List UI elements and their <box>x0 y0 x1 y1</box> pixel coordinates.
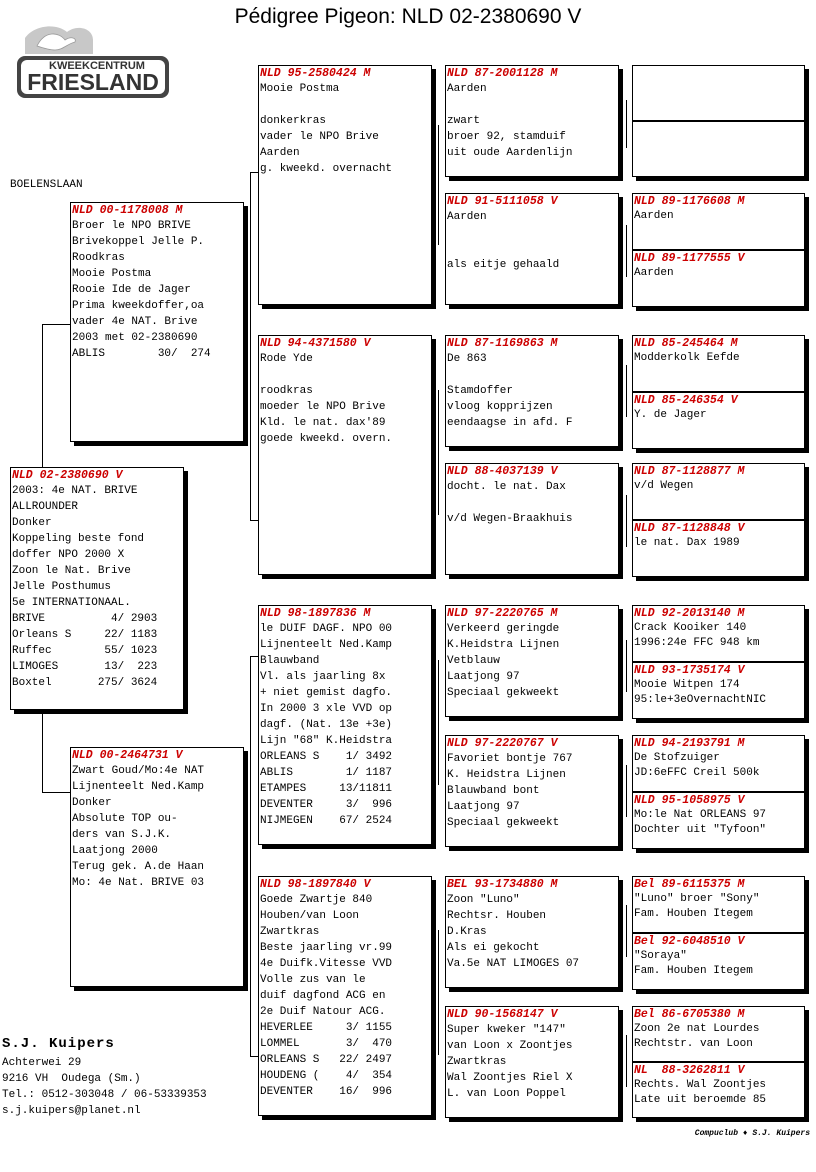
pigeon-info-line: ABLIS 30/ 274 <box>72 348 211 360</box>
page-title: Pédigree Pigeon: NLD 02-2380690 V <box>234 5 582 28</box>
pigeon-info-line: DEVENTER 16/ 996 <box>260 1086 393 1098</box>
pigeon-info-line: Aarden <box>634 267 674 279</box>
pigeon-info-line: Volle zus van le <box>260 974 366 986</box>
pigeon-info-line: Wal Zoontjes Riel X <box>447 1072 573 1084</box>
ring-number: NLD 98-1897840 V <box>260 878 371 891</box>
pigeon-info-line: vloog kopprijzen <box>447 401 553 413</box>
pigeon-info-line: Houben/van Loon <box>260 910 360 922</box>
ring-number: NLD 87-1169863 M <box>447 337 558 350</box>
pigeon-info-line: 4e Duifk.Vitesse VVD <box>260 958 393 970</box>
ring-number: NLD 97-2220767 V <box>447 737 558 750</box>
pigeon-info-line: Fam. Houben Itegem <box>634 965 753 977</box>
pigeon-info-line: als eitje gehaald <box>447 259 560 271</box>
pigeon-info-line: 2e Duif Natour ACG. <box>260 1006 386 1018</box>
pigeon-card-fmfm <box>632 392 805 449</box>
pigeon-card-fmf <box>445 335 619 447</box>
pigeon-info-line: + niet gemist dagfo. <box>260 687 393 699</box>
ring-number <box>634 67 804 81</box>
pigeon-info-line: Zwartkras <box>260 926 320 938</box>
pigeon-info-line: Aarden <box>447 83 487 95</box>
pigeon-card-mmf <box>445 876 619 988</box>
ring-number: NLD 89-1177555 V <box>634 252 745 265</box>
pigeon-info-line: Rechtsr. Houben <box>447 910 547 922</box>
pigeon-info-line: Beste jaarling vr.99 <box>260 942 393 954</box>
pigeon-info-line: LOMMEL 3/ 470 <box>260 1038 393 1050</box>
pigeon-card-mother <box>70 747 244 987</box>
pigeon-info-line: 2003: 4e NAT. BRIVE <box>12 485 138 497</box>
pigeon-card-ff <box>258 65 432 305</box>
pigeon-info-line: Mo:le Nat ORLEANS 97 <box>634 809 767 821</box>
pigeon-card-mf <box>258 605 432 845</box>
pigeon-info-line: Goede Zwartje 840 <box>260 894 373 906</box>
pigeon-info-line: eendaagse in afd. F <box>447 417 573 429</box>
pigeon-card-mfm <box>445 735 619 847</box>
pigeon-info-line: Speciaal gekweekt <box>447 817 560 829</box>
owner-phone: Tel.: 0512-303048 / 06-53339353 <box>2 1089 207 1101</box>
pigeon-info-line: L. van Loon Poppel <box>447 1088 566 1100</box>
pigeon-info-line: HEVERLEE 3/ 1155 <box>260 1022 393 1034</box>
ring-number: NLD 00-1178008 M <box>72 204 183 217</box>
pigeon-info-line: zwart <box>447 115 481 127</box>
kweekcentrum-friesland-logo <box>15 20 171 98</box>
pigeon-info-line <box>447 97 618 113</box>
pigeon-info-line: Favoriet bontje 767 <box>447 753 573 765</box>
pigeon-info-line: ORLEANS S 1/ 3492 <box>260 751 393 763</box>
pigeon-info-line <box>447 225 618 241</box>
pigeon-info-line: 1996:24e FFC 948 km <box>634 637 760 649</box>
pigeon-info-line: BRIVE 4/ 2903 <box>12 613 158 625</box>
footer-credit: Compuclub ♦ S.J. Kuipers <box>694 1129 810 1138</box>
pigeon-card-fff <box>445 65 619 177</box>
ring-number: NLD 92-2013140 M <box>634 607 745 620</box>
pigeon-card-mfmf <box>632 735 805 792</box>
pigeon-info-line: Late uit beroemde 85 <box>634 1094 767 1106</box>
pigeon-info-line: D.Kras <box>447 926 487 938</box>
pigeon-info-line: Rooie Ide de Jager <box>72 284 191 296</box>
ring-number: NLD 00-2464731 V <box>72 749 183 762</box>
pigeon-card-father <box>70 202 244 442</box>
pigeon-info-line: v/d Wegen-Braakhuis <box>447 513 573 525</box>
pigeon-info-line: Blauwband <box>260 655 320 667</box>
pigeon-info-line: Dochter uit "Tyfoon" <box>634 824 767 836</box>
pigeon-info-line: Donker <box>12 517 52 529</box>
pigeon-info-line: Y. de Jager <box>634 409 707 421</box>
pigeon-info-line: ORLEANS S 22/ 2497 <box>260 1054 393 1066</box>
pigeon-info-line: NIJMEGEN 67/ 2524 <box>260 815 393 827</box>
pigeon-info-line: Fam. Houben Itegem <box>634 908 753 920</box>
pigeon-info-line: Aarden <box>634 210 674 222</box>
pigeon-info-line: le DUIF DAGF. NPO 00 <box>260 623 393 635</box>
pigeon-info-line: "Soraya" <box>634 950 687 962</box>
pigeon-card-mmm <box>445 1006 619 1118</box>
pigeon-info-line: Lijnenteelt Ned.Kamp <box>260 639 393 651</box>
pigeon-info-line <box>447 367 618 383</box>
ring-number: NLD 98-1897836 M <box>260 607 371 620</box>
pigeon-info-line: Laatjong 97 <box>447 671 520 683</box>
pigeon-info-line: Lijnenteelt Ned.Kamp <box>72 781 205 793</box>
pigeon-info-line: JD:6eFFC Creil 500k <box>634 767 760 779</box>
pigeon-info-line: ders van S.J.K. <box>72 829 172 841</box>
pigeon-card-main <box>10 467 184 710</box>
pigeon-info-line: Aarden <box>260 147 300 159</box>
pigeon-info-line: Modderkolk Eefde <box>634 352 740 364</box>
pigeon-info-line: Super kweker "147" <box>447 1024 566 1036</box>
pigeon-card-mffm <box>632 662 805 719</box>
pigeon-info-line: van Loon x Zoontjes <box>447 1040 573 1052</box>
pigeon-card-fmmf <box>632 463 805 520</box>
pigeon-info-line: Blauwband bont <box>447 785 540 797</box>
ring-number: NLD 89-1176608 M <box>634 195 745 208</box>
pigeon-info-line: Vl. als jaarling 8x <box>260 671 386 683</box>
ring-number: NLD 02-2380690 V <box>12 469 123 482</box>
pigeon-info-line: roodkras <box>260 385 313 397</box>
ring-number: NLD 87-1128877 M <box>634 465 745 478</box>
pigeon-info-line: "Luno" broer "Sony" <box>634 893 760 905</box>
ring-number: NLD 94-4371580 V <box>260 337 371 350</box>
pigeon-info-line: Mo: 4e Nat. BRIVE 03 <box>72 877 205 889</box>
pigeon-info-line <box>447 495 618 511</box>
pigeon-info-line: LIMOGES 13/ 223 <box>12 661 158 673</box>
owner-name: S.J. Kuipers <box>2 1036 115 1052</box>
pigeon-info-line: Brivekoppel Jelle P. <box>72 236 205 248</box>
ring-number: NLD 91-5111058 V <box>447 195 558 208</box>
pigeon-info-line <box>260 367 431 383</box>
ring-number: Bel 89-6115375 M <box>634 878 745 891</box>
ring-number <box>634 123 804 137</box>
pigeon-info-line: Zoon le Nat. Brive <box>12 565 131 577</box>
pigeon-card-mmmf <box>632 1006 805 1062</box>
pigeon-info-line <box>260 97 431 113</box>
pigeon-info-line: Rode Yde <box>260 353 313 365</box>
loft-name: BOELENSLAAN <box>10 179 83 191</box>
pigeon-info-line: De 863 <box>447 353 487 365</box>
pigeon-info-line: goede kweekd. overn. <box>260 433 393 445</box>
pigeon-info-line: le nat. Dax 1989 <box>634 537 740 549</box>
owner-email: s.j.kuipers@planet.nl <box>2 1105 141 1117</box>
ring-number: NLD 88-4037139 V <box>447 465 558 478</box>
pigeon-card-fmff <box>632 335 805 392</box>
pigeon-info-line: Roodkras <box>72 252 125 264</box>
pigeon-info-line: Verkeerd geringde <box>447 623 560 635</box>
pigeon-info-line: K.Heidstra Lijnen <box>447 639 560 651</box>
pigeon-info-line: ABLIS 1/ 1187 <box>260 767 393 779</box>
pigeon-info-line: Va.5e NAT LIMOGES 07 <box>447 958 580 970</box>
pigeon-info-line: Aarden <box>447 211 487 223</box>
pigeon-info-line: Rechtstr. van Loon <box>634 1038 753 1050</box>
pigeon-info-line: Koppeling beste fond <box>12 533 145 545</box>
pigeon-info-line: v/d Wegen <box>634 480 694 492</box>
ring-number: BEL 93-1734880 M <box>447 878 558 891</box>
pigeon-info-line: De Stofzuiger <box>634 752 720 764</box>
pigeon-info-line: g. kweekd. overnacht <box>260 163 393 175</box>
owner-address: Achterwei 29 <box>2 1057 82 1069</box>
pigeon-info-line <box>447 241 618 257</box>
svg-text:KWEEKCENTRUM: KWEEKCENTRUM <box>49 60 145 72</box>
pigeon-info-line: 95:le+3eOvernachtNIC <box>634 694 767 706</box>
pigeon-info-line: Lijn "68" K.Heidstra <box>260 735 393 747</box>
pigeon-info-line: Als ei gekocht <box>447 942 540 954</box>
pigeon-card-mm <box>258 876 432 1116</box>
pigeon-info-line: Laatjong 2000 <box>72 845 158 857</box>
ring-number: Bel 92-6048510 V <box>634 935 745 948</box>
ring-number: NLD 85-245464 M <box>634 337 738 350</box>
pigeon-info-line: Mooie Witpen 174 <box>634 679 740 691</box>
pigeon-info-line: K. Heidstra Lijnen <box>447 769 566 781</box>
pigeon-info-line: Vetblauw <box>447 655 500 667</box>
pigeon-card-mff <box>445 605 619 717</box>
ring-number: NL 88-3262811 V <box>634 1064 745 1077</box>
pigeon-card-mmmm <box>632 1062 805 1118</box>
pigeon-info-line: Jelle Posthumus <box>12 581 112 593</box>
pigeon-info-line: HOUDENG ( 4/ 354 <box>260 1070 393 1082</box>
pigeon-info-line: Broer le NPO BRIVE <box>72 220 191 232</box>
pigeon-info-line: In 2000 3 xle VVD op <box>260 703 393 715</box>
pigeon-card-mfmm <box>632 792 805 849</box>
pigeon-info-line: docht. le nat. Dax <box>447 481 566 493</box>
pigeon-card-mmff <box>632 876 805 933</box>
pigeon-card-ffff <box>632 65 805 121</box>
pigeon-info-line: Donker <box>72 797 112 809</box>
pigeon-card-mmfm <box>632 933 805 990</box>
owner-city: 9216 VH Oudega (Sm.) <box>2 1073 141 1085</box>
pigeon-info-line: Prima kweekdoffer,oa <box>72 300 205 312</box>
pigeon-card-ffmf <box>632 193 805 250</box>
svg-text:FRIESLAND: FRIESLAND <box>27 69 159 95</box>
pigeon-info-line: doffer NPO 2000 X <box>12 549 125 561</box>
pigeon-info-line: Boxtel 275/ 3624 <box>12 677 158 689</box>
owner-info <box>2 1035 207 1119</box>
ring-number: NLD 87-2001128 M <box>447 67 558 80</box>
pigeon-info-line: Orleans S 22/ 1183 <box>12 629 158 641</box>
ring-number: NLD 87-1128848 V <box>634 522 745 535</box>
pigeon-info-line: Terug gek. A.de Haan <box>72 861 205 873</box>
pigeon-info-line: Speciaal gekweekt <box>447 687 560 699</box>
pigeon-card-fm <box>258 335 432 575</box>
pigeon-info-line: Stamdoffer <box>447 385 514 397</box>
pigeon-info-line: Zoon 2e nat Lourdes <box>634 1023 760 1035</box>
ring-number: NLD 85-246354 V <box>634 394 738 407</box>
ring-number: Bel 86-6705380 M <box>634 1008 745 1021</box>
pigeon-info-line: broer 92, stamduif <box>447 131 566 143</box>
pigeon-info-line: Laatjong 97 <box>447 801 520 813</box>
pigeon-card-ffmm <box>632 250 805 307</box>
pigeon-card-ffm <box>445 193 619 305</box>
pigeon-info-line: donkerkras <box>260 115 327 127</box>
ring-number: NLD 95-1058975 V <box>634 794 745 807</box>
pigeon-info-line: moeder le NPO Brive <box>260 401 386 413</box>
pigeon-info-line: dagf. (Nat. 13e +3e) <box>260 719 393 731</box>
pigeon-info-line: 2003 met 02-2380690 <box>72 332 198 344</box>
pigeon-info-line: vader 4e NAT. Brive <box>72 316 198 328</box>
ring-number: NLD 95-2580424 M <box>260 67 371 80</box>
pigeon-card-fffm <box>632 121 805 177</box>
pigeon-info-line: Crack Kooiker 140 <box>634 622 747 634</box>
pigeon-card-fmmm <box>632 520 805 577</box>
pigeon-info-line: Zoon "Luno" <box>447 894 520 906</box>
pigeon-info-line: Zwart Goud/Mo:4e NAT <box>72 765 205 777</box>
pigeon-info-line: DEVENTER 3/ 996 <box>260 799 393 811</box>
pigeon-info-line: 5e INTERNATIONAAL. <box>12 597 131 609</box>
pigeon-info-line: duif dagfond ACG en <box>260 990 386 1002</box>
pigeon-card-fmm <box>445 463 619 575</box>
pigeon-info-line: Absolute TOP ou- <box>72 813 178 825</box>
ring-number: NLD 93-1735174 V <box>634 664 745 677</box>
ring-number: NLD 90-1568147 V <box>447 1008 558 1021</box>
pigeon-info-line: vader le NPO Brive <box>260 131 379 143</box>
ring-number: NLD 94-2193791 M <box>634 737 745 750</box>
pigeon-info-line: ALLROUNDER <box>12 501 79 513</box>
pigeon-info-line: uit oude Aardenlijn <box>447 147 573 159</box>
pigeon-info-line: Ruffec 55/ 1023 <box>12 645 158 657</box>
pigeon-info-line: Kld. le nat. dax'89 <box>260 417 386 429</box>
ring-number: NLD 97-2220765 M <box>447 607 558 620</box>
pigeon-info-line: Mooie Postma <box>72 268 152 280</box>
pigeon-card-mfff <box>632 605 805 662</box>
pigeon-info-line: Mooie Postma <box>260 83 340 95</box>
pigeon-info-line: ETAMPES 13/11811 <box>260 783 393 795</box>
pigeon-info-line: Rechts. Wal Zoontjes <box>634 1079 767 1091</box>
pigeon-info-line: Zwartkras <box>447 1056 507 1068</box>
